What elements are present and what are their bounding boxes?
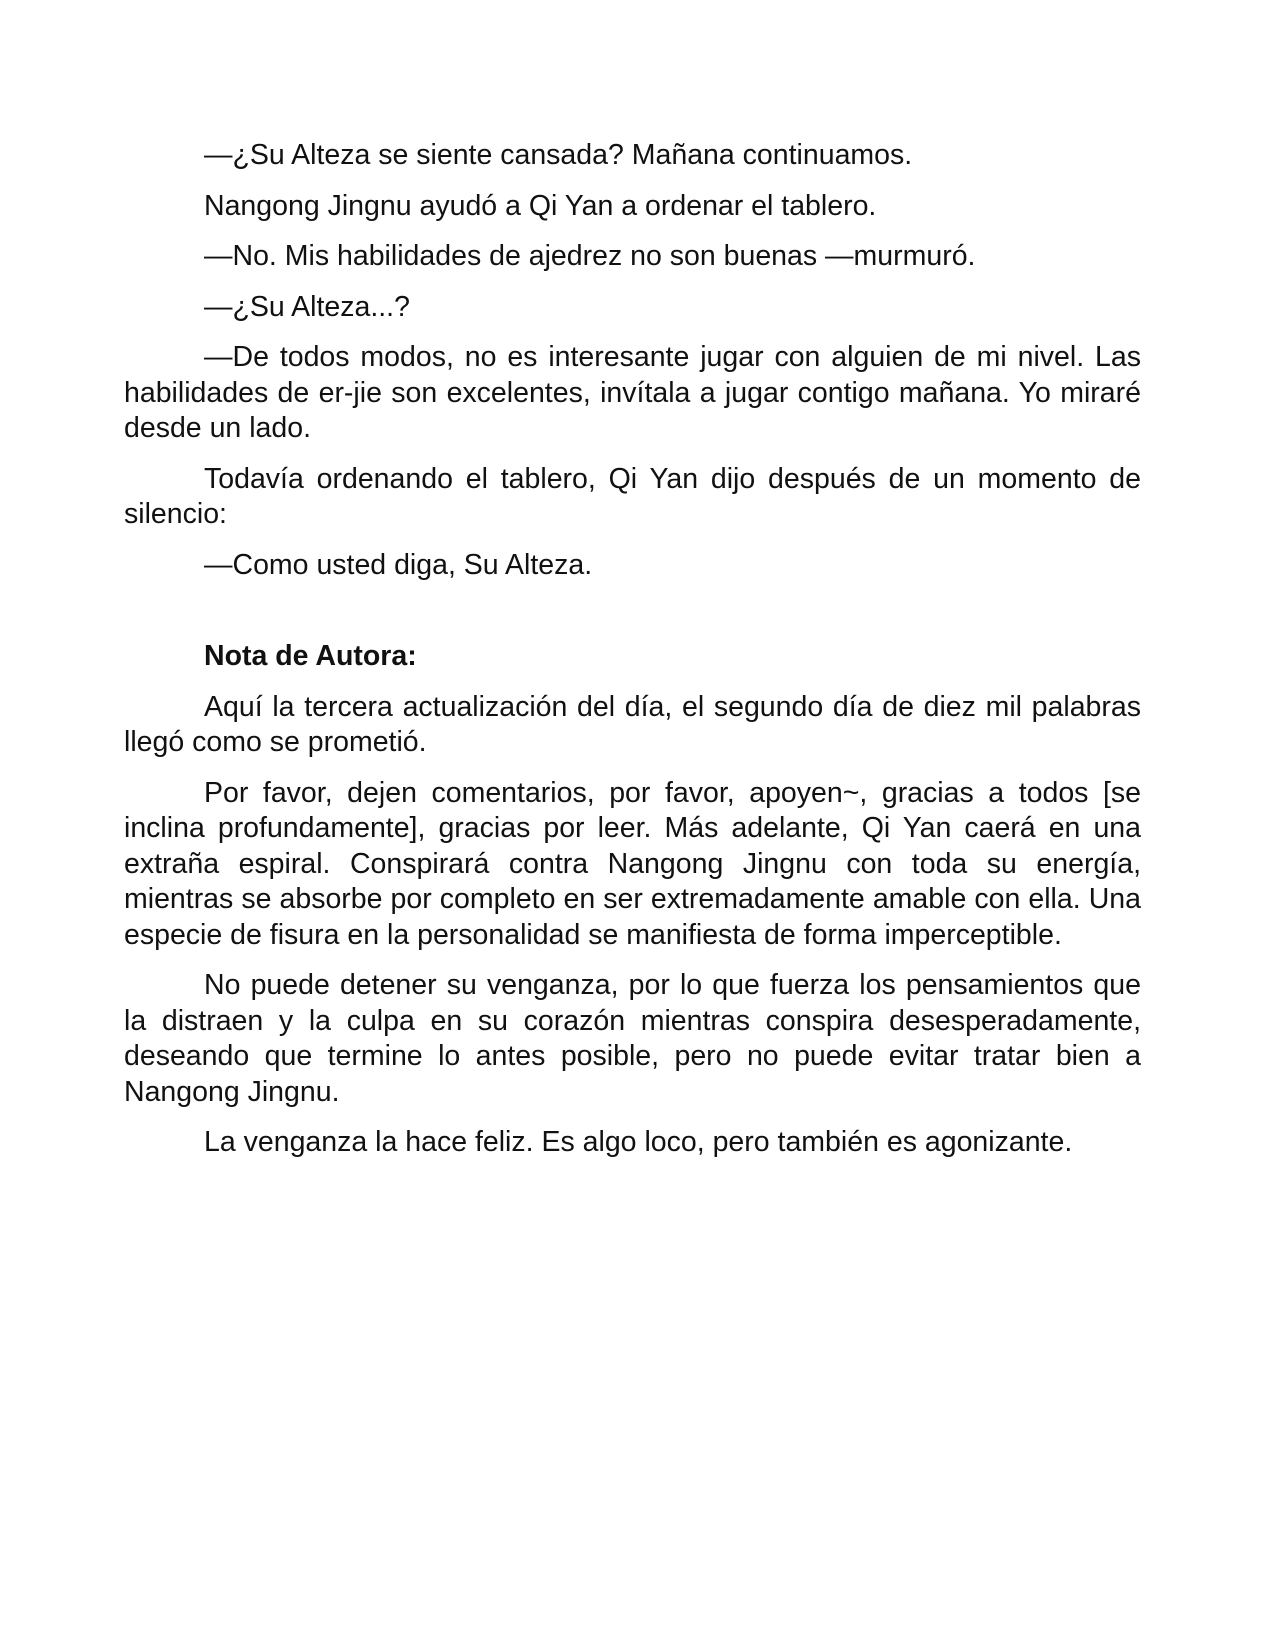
document-page — [124, 138, 1141, 1176]
story-paragraph: Nangong Jingnu ayudó a Qi Yan a ordenar el tablero. — [204, 189, 877, 222]
story-paragraph: —Como usted diga, Su Alteza. — [204, 548, 593, 581]
story-paragraph: —No. Mis habilidades de ajedrez no son buenas —murmuró. — [204, 240, 976, 272]
story-paragraph: Todavía ordenando el tablero, Qi Yan dijo después de un momento de silencio: — [124, 462, 1141, 530]
author-note-paragraph: Aquí la tercera actualización del día, el segundo día de diez mil palabras llegó como se prometió. — [124, 690, 1141, 758]
author-note-paragraph: Por favor, dejen comentarios, por favor, apoyen~, gracias a todos [se inclina profundamente], gracias por leer. Más adelante, Qi Yan caerá en una extraña espiral. Conspirará contra Nangong Jingnu con toda su energía, mientras se absorbe por completo en ser extremadamente amable con ella. Una especie de fisura en la personalidad se manifiesta de forma imperceptible. — [124, 776, 1141, 951]
story-paragraph: —¿Su Alteza...? — [204, 290, 410, 323]
author-note-paragraph: La venganza la hace feliz. Es algo loco, pero también es agonizante. — [204, 1126, 1073, 1158]
author-note-heading: Nota de Autora: — [204, 640, 417, 672]
author-note-paragraph: No puede detener su venganza, por lo que fuerza los pensamientos que la distraen y la culpa en su corazón mientras conspira desesperadamente, deseando que termine lo antes posible, pero no puede evitar tratar bien a Nangong Jingnu. — [124, 969, 1141, 1108]
story-paragraph: —De todos modos, no es interesante jugar con alguien de mi nivel. Las habilidades de er-jie son excelentes, invítala a jugar contigo mañana. Yo miraré desde un lado. — [124, 341, 1141, 444]
story-paragraph: —¿Su Alteza se siente cansada? Mañana continuamos. — [204, 139, 913, 171]
